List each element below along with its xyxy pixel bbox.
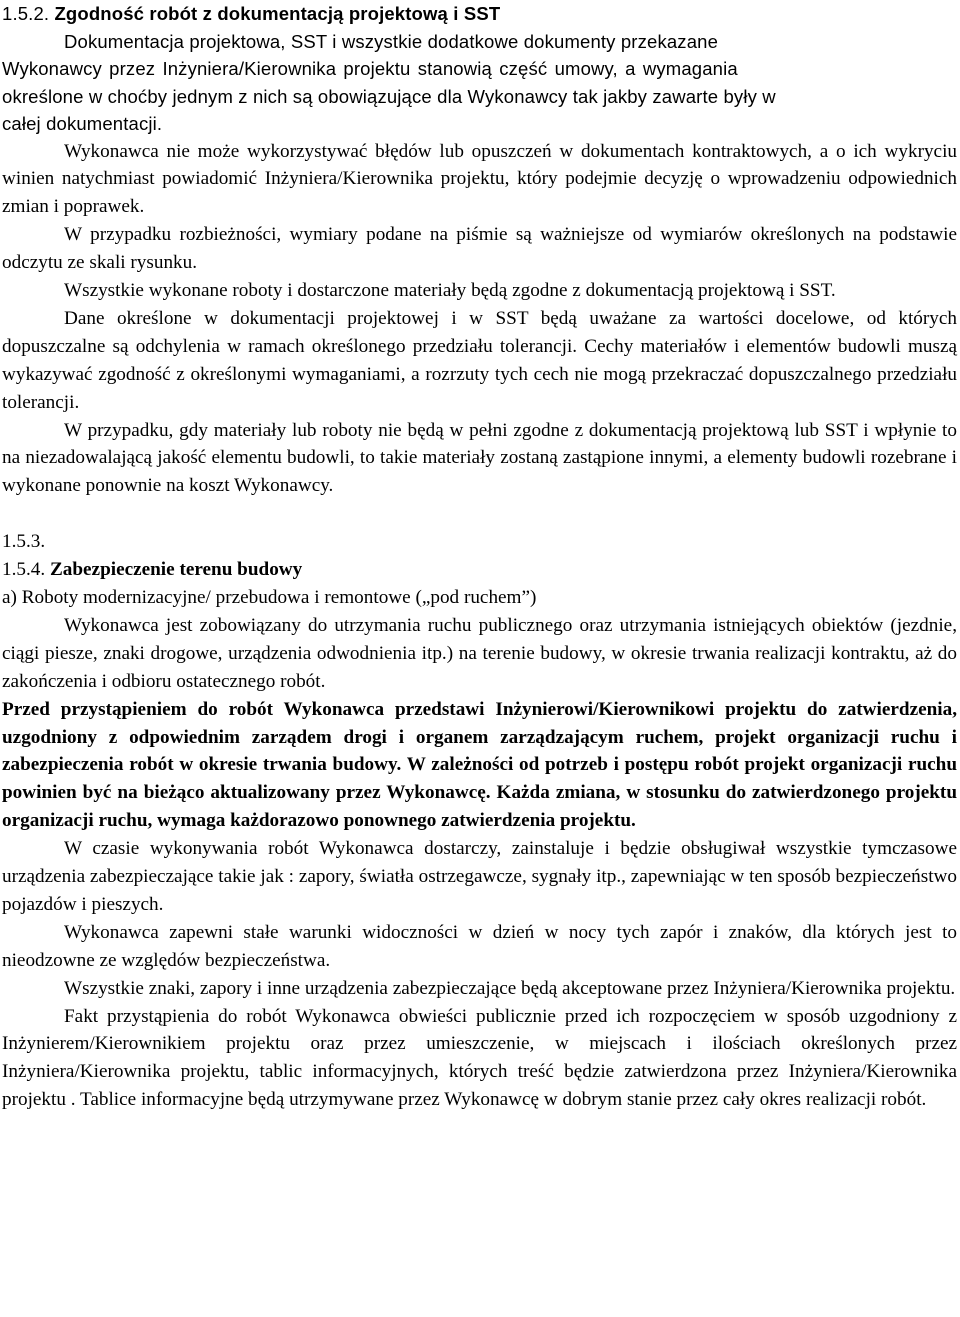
paragraph: W czasie wykonywania robót Wykonawca dostarczy, zainstaluje i będzie obsługiwał wszystkie tymczasowe urządzenia zabezpieczające takie jak : zapory, światła ostrzegawcze, sygnały itp., zapewniając w ten sposób bezpieczeństwo pojazdów i pieszych. xyxy=(2,838,957,915)
section-1-5-2 xyxy=(2,0,957,138)
paragraph: Wszystkie wykonane roboty i dostarczone materiały będą zgodne z dokumentacją projektową i SST. xyxy=(64,280,836,302)
section-1-5-2-body xyxy=(2,138,957,1115)
paragraph: W przypadku, gdy materiały lub roboty nie będą w pełni zgodne z dokumentacją projektową lub SST i wpłynie to na niezadowalającą jakość elementu budowli, to takie materiały zostaną zastąpione innymi, a elementy budowli rozebrane i wykonane ponownie na koszt Wykonawcy. xyxy=(2,419,957,497)
document-page xyxy=(2,0,957,1114)
section-title: Zabezpieczenie terenu budowy xyxy=(49,559,303,581)
section-number: 1.5.2. xyxy=(2,3,55,24)
subsection-heading: a) Roboty modernizacyjne/ przebudowa i remontowe („pod ruchem”) xyxy=(2,586,537,608)
section-number: 1.5.3. xyxy=(2,531,46,553)
paragraph-line: całej dokumentacji. xyxy=(2,113,163,134)
section-heading xyxy=(2,556,957,584)
section-title: Zgodność robót z dokumentacją projektową i SST xyxy=(54,3,501,24)
paragraph: Wykonawca jest zobowiązany do utrzymania ruchu publicznego oraz utrzymania istniejących obiektów (jezdnie, ciągi piesze, znaki drogowe, urządzenia odwodnienia itp.) na terenie budowy, w okresie trwania realizacji kontraktu, aż do zakończenia i odbioru ostatecznego robót. xyxy=(2,614,957,692)
paragraph-line: Dokumentacja projektowa, SST i wszystkie dodatkowe dokumenty przekazane xyxy=(64,30,719,52)
paragraph: Wykonawca nie może wykorzystywać błędów lub opuszczeń w dokumentach kontraktowych, a o ich wykryciu winien natychmiast powiadomić Inżyniera/Kierownika projektu, który podejmie decyzję o wprowadzeniu odpowiednich zmian i poprawek. xyxy=(2,140,957,218)
section-number: 1.5.4. xyxy=(2,559,50,581)
section-heading xyxy=(2,0,957,28)
bold-paragraph-text: Przed przystąpieniem do robót Wykonawca przedstawi Inżynierowi/Kierownikowi projektu do zatwierdzenia, uzgodniony z odpowiednim zarządem drogi i organem zarządzającym ruchem, projekt organizacji ruchu i zabezpieczenia robót w okresie trwania budowy. W zależności od potrzeb i postępu robót projekt organizacji ruchu powinien być na bieżąco aktualizowany przez Wykonawcę. Każda zmiana, w stosunku do zatwierdzonego projektu organizacji ruchu, wymaga każdorazowo ponownego zatwierdzenia projektu. xyxy=(2,698,957,832)
paragraph: Wszystkie znaki, zapory i inne urządzenia zabezpieczające będą akceptowane przez Inżyniera/Kierownika projektu. xyxy=(64,977,956,999)
paragraph-line: Wykonawcy przez Inżyniera/Kierownika projektu stanowią część umowy, a wymagania xyxy=(2,58,738,79)
paragraph: Wykonawca zapewni stałe warunki widoczności w dzień w nocy tych zapór i znaków, dla których jest to nieodzowne ze względów bezpieczeństwa. xyxy=(2,921,957,971)
paragraph: Dane określone w dokumentacji projektowej i w SST będą uważane za wartości docelowe, od których dopuszczalne są odchylenia w ramach określonego przedziału tolerancji. Cechy materiałów i elementów budowli muszą wykazywać zgodność z określonymi wymaganiami, a rozrzuty tych cech nie mogą przekraczać dopuszczalnego przedziału tolerancji. xyxy=(2,307,957,413)
paragraph-line: określone w choćby jednym z nich są obowiązujące dla Wykonawcy tak jakby zawarte były w xyxy=(2,85,776,107)
paragraph: Fakt przystąpienia do robót Wykonawca obwieści publicznie przed ich rozpoczęciem w sposób uzgodniony z Inżynierem/Kierownikiem projektu oraz przez umieszczenie, w miejscach i ilościach określonych przez Inżyniera/Kierownika projektu, tablic informacyjnych, których treść będzie zatwierdzona przez Inżyniera/Kierownika projektu . Tablice informacyjne będą utrzymywane przez Wykonawcę w dobrym stanie przez cały okres realizacji robót. xyxy=(2,1005,957,1111)
bold-paragraph xyxy=(2,696,957,836)
spacer xyxy=(2,500,957,528)
section-heading xyxy=(2,528,957,556)
paragraph: W przypadku rozbieżności, wymiary podane na piśmie są ważniejsze od wymiarów określonych na podstawie odczytu ze skali rysunku. xyxy=(2,224,957,274)
